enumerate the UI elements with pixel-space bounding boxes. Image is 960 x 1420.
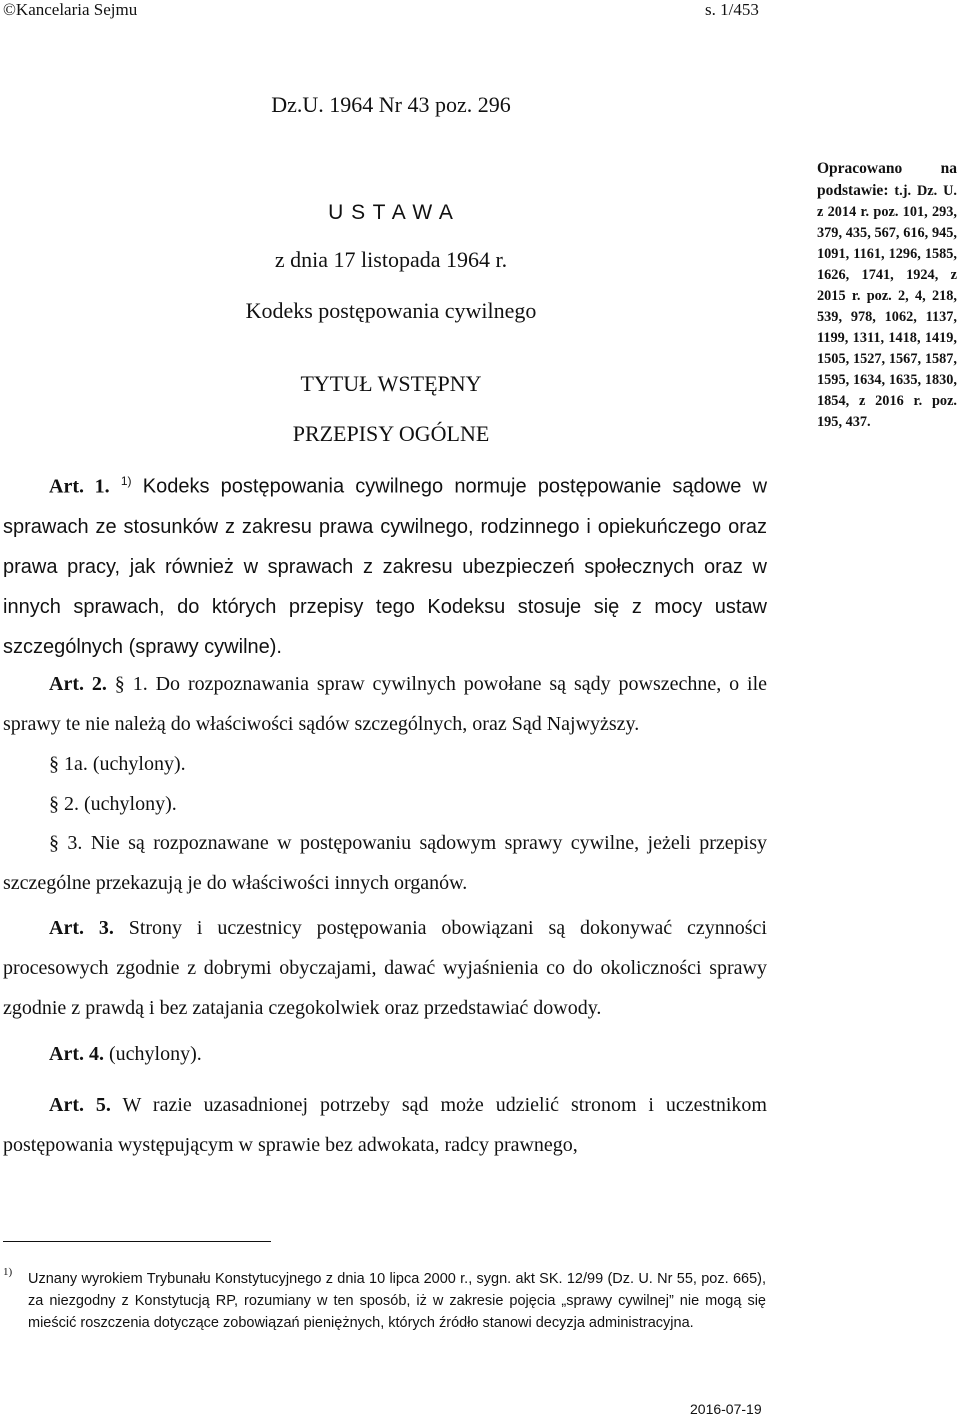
article-4 bbox=[3, 1034, 767, 1074]
footnote-text: Uznany wyrokiem Trybunału Konstytucyjnego z dnia 10 lipca 2000 r., sygn. akt SK. 12/99 (Dz. U. Nr 55, poz. 665), za niezgodny z Konstytucją RP, rozumiany w ten sposób, iż w zakresie pojęcia „sprawy cywilnej” nie mogą się mieścić roszczenia dotyczące zobowiązań pieniężnych, których źródło stanowi decyzja administracyjna. bbox=[28, 1271, 766, 1331]
article-2-par2-text: § 2. (uchylony). bbox=[49, 793, 177, 815]
article-1-text: Kodeks postępowania cywilnego normuje postępowanie sądowe w sprawach ze stosunków z zakresu prawa cywilnego, rodzinnego i opiekuńczego oraz prawa pracy, jak również w sprawach z zakresu ubezpieczeń społecznych oraz w innych sprawach, do których przepisy tego Kodeksu stosuje się z mocy ustaw szczególnych (sprawy cywilne). bbox=[3, 475, 768, 658]
article-3-text: Strony i uczestnicy postępowania obowiązani są dokonywać czynności procesowych zgodnie z dobrymi obyczajami, dawać wyjaśnienia co do okoliczności sprawy zgodnie z prawdą i bez zatajania czegokolwiek oraz przedstawiać dowody. bbox=[3, 917, 767, 1019]
article-4-label: Art. 4. bbox=[49, 1043, 104, 1065]
article-3 bbox=[3, 908, 767, 1028]
doc-reference: Dz.U. 1964 Nr 43 poz. 296 bbox=[271, 92, 511, 117]
article-2-par2 bbox=[3, 784, 767, 824]
act-title: Kodeks postępowania cywilnego bbox=[245, 298, 537, 323]
footnote-divider bbox=[3, 1241, 271, 1242]
article-3-label: Art. 3. bbox=[49, 917, 114, 939]
header-page-number: s. 1/453 bbox=[705, 0, 759, 19]
article-2-par1a bbox=[3, 744, 767, 784]
section-heading: PRZEPISY OGÓLNE bbox=[292, 421, 490, 446]
article-2-par1-text: Do rozpoznawania spraw cywilnych powołane są sądy powszechne, o ile sprawy te nie należą do właściwości sądów szczególnych, oraz Sąd Najwyższy. bbox=[3, 673, 768, 735]
act-date: z dnia 17 listopada 1964 r. bbox=[274, 247, 508, 272]
article-4-text: (uchylony). bbox=[108, 1043, 202, 1065]
side-note bbox=[817, 158, 957, 433]
article-5 bbox=[3, 1085, 767, 1165]
article-2-par3-label: § 3. bbox=[49, 832, 83, 854]
article-2-label: Art. 2. bbox=[49, 673, 107, 695]
article-2 bbox=[3, 664, 767, 744]
article-1 bbox=[3, 461, 767, 667]
side-note-body: t.j. Dz. U. z 2014 r. poz. 101, 293, 379, 435, 567, 616, 945, 1091, 1161, 1296, 1585, 1626, 1741, 1924, z 2015 r. poz. 2, 4, 218, 539, 978, 1062, 1137, 1199, 1311, 1418, 1419, 1505, 1527, 1567, 1587, 1595, 1634, 1635, 1830, 1854, z 2016 r. poz. 195, 437. bbox=[817, 183, 957, 430]
article-2-par3 bbox=[3, 823, 767, 903]
footnote-reference: 1) bbox=[120, 474, 132, 488]
footnote-number: 1) bbox=[3, 1266, 13, 1278]
act-type: U S T A W A bbox=[328, 201, 454, 224]
article-2-par1-label: § 1. bbox=[114, 673, 148, 695]
title-heading: TYTUŁ WSTĘPNY bbox=[300, 371, 482, 396]
side-note-lead: Opracowano na podstawie: bbox=[817, 160, 957, 199]
header-copyright: ©Kancelaria Sejmu bbox=[3, 0, 138, 19]
article-2-par3-text: Nie są rozpoznawane w postępowaniu sądowym sprawy cywilne, jeżeli przepisy szczególne przekazują je do właściwości innych organów. bbox=[3, 832, 767, 894]
article-1-label: Art. 1. bbox=[49, 475, 110, 498]
article-2-par1a-text: § 1a. (uchylony). bbox=[49, 753, 186, 775]
footer-date: 2016-07-19 bbox=[690, 1401, 762, 1417]
article-5-label: Art. 5. bbox=[49, 1094, 111, 1116]
article-5-text: W razie uzasadnionej potrzeby sąd może udzielić stronom i uczestnikom postępowania występującym w sprawie bez adwokata, radcy prawnego, bbox=[3, 1094, 767, 1156]
